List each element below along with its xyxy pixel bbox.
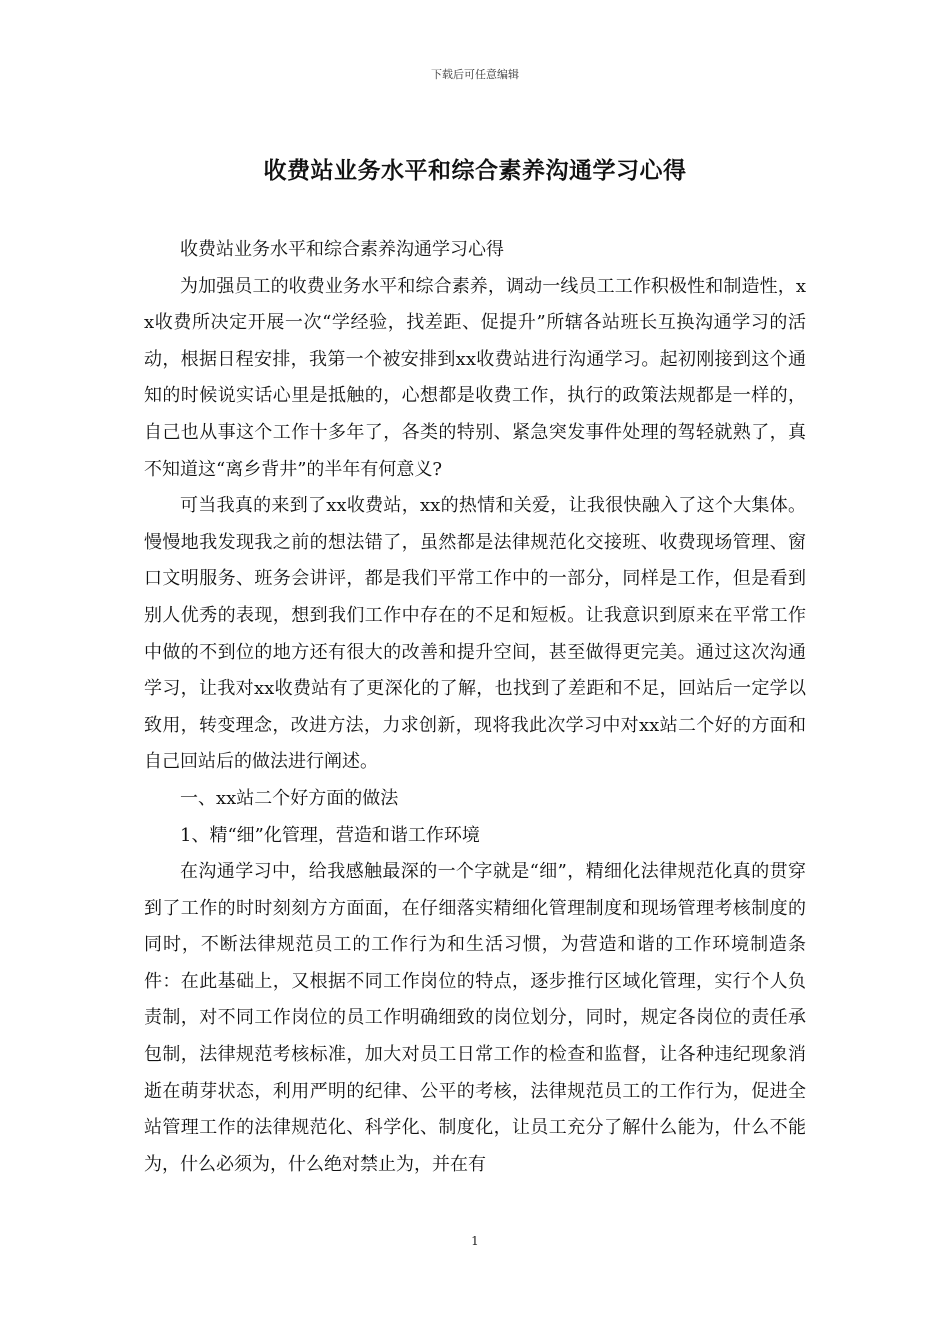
paragraph-fine-management: 在沟通学习中，给我感触最深的一个字就是“细”，精细化法律规范化真的贯穿到了工作的时时刻刻方方面面，在仔细落实精细化管理制度和现场管理考核制度的同时，不断法律规范员工的工作行为和生活习惯，为营造和谐的工作环境制造条件：在此基础上，又根据不同工作岗位的特点，逐步推行区域化管理，实行个人负责制，对不同工作岗位的员工作明确细致的岗位划分，同时，规定各岗位的责任承包制，法律规范考核标准，加大对员工日常工作的检查和监督，让各种违纪现象消逝在萌芽状态，利用严明的纪律、公平的考核，法律规范员工的工作行为，促进全站管理工作的法律规范化、科学化、制度化，让员工充分了解什么能为，什么不能为，什么必须为，什么绝对禁止为，并在有	[144, 861, 806, 1175]
page-number: 1	[471, 1234, 479, 1248]
subsection-heading-1: 1、精“细”化管理，营造和谐工作环境	[180, 824, 480, 846]
paragraph-experience: 可当我真的来到了xx收费站，xx的热情和关爱，让我很快融入了这个大集体。慢慢地我发现我之前的想法错了，虽然都是法律规范化交接班、收费现场管理、窗口文明服务、班务会讲评，都是我们平常工作中的一部分，同样是工作，但是看到别人优秀的表现，想到我们工作中存在的不足和短板。让我意识到原来在平常工作中做的不到位的地方还有很大的改善和提升空间，甚至做得更完美。通过这次沟通学习，让我对xx收费站有了更深化的了解，也找到了差距和不足，回站后一定学以致用，转变理念，改进方法，力求创新，现将我此次学习中对xx站二个好的方面和自己回站后的做法进行阐述。	[144, 495, 806, 773]
document-body	[144, 232, 806, 1183]
document-title: 收费站业务水平和综合素养沟通学习心得	[263, 157, 687, 184]
paragraph-subtitle: 收费站业务水平和综合素养沟通学习心得	[180, 239, 504, 260]
section-heading-1: 一、xx站二个好方面的做法	[180, 787, 399, 809]
paragraph-intro: 为加强员工的收费业务水平和综合素养，调动一线员工工作积极性和制造性，xx收费所决定开展一次“学经验，找差距、促提升”所辖各站班长互换沟通学习的活动，根据日程安排，我第一个被安排到xx收费站进行沟通学习。起初刚接到这个通知的时候说实话心里是抵触的，心想都是收费工作，执行的政策法规都是一样的，自己也从事这个工作十多年了，各类的特别、紧急突发事件处理的驾轻就熟了，真不知道这“离乡背井”的半年有何意义?	[144, 275, 806, 480]
header-note: 下载后可任意编辑	[431, 68, 519, 81]
